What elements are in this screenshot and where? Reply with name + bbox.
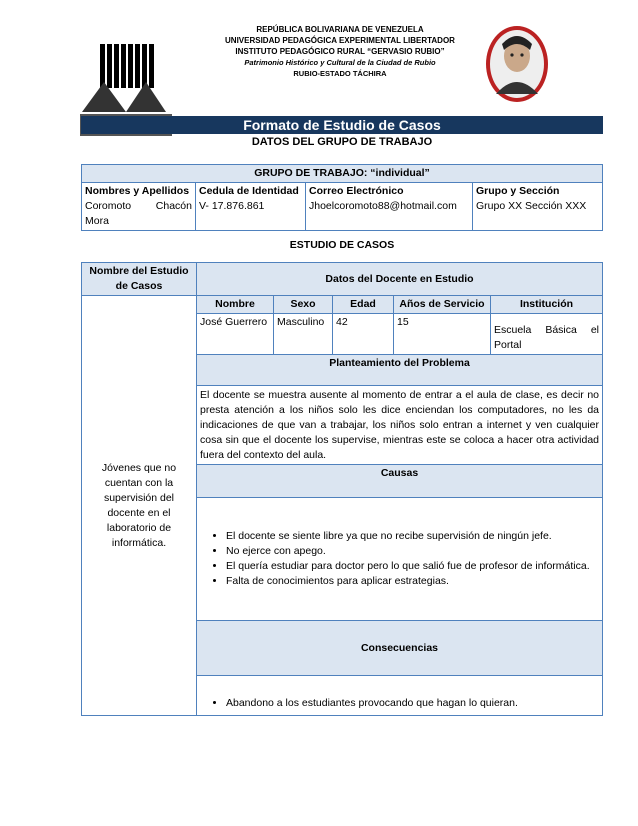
teacher-name: José Guerrero <box>197 314 274 355</box>
group-heading: DATOS DEL GRUPO DE TRABAJO <box>251 136 433 148</box>
cause-item: • El docente se siente libre ya que no recibe supervisión de ningún jefe. <box>226 529 599 544</box>
col-name-header: Nombres y Apellidos <box>85 185 190 197</box>
student-email: Jhoelcoromoto88@hotmail.com <box>309 200 457 212</box>
th-institucion: Institución <box>491 296 603 314</box>
case-table <box>81 262 603 716</box>
cause-item: • Falta de conocimientos para aplicar estrategias. <box>226 574 599 589</box>
th-sexo: Sexo <box>274 296 333 314</box>
th-anos: Años de Servicio <box>394 296 491 314</box>
problem-text: El docente se muestra ausente al momento de entrar a el aula de clase, es decir no presta atención a los niños solo les dice enciendan los computadores, no les da indicaciones de que van a trabajar, los niños solo entran a internet y ven cualquier cosa sin que el docente los supervise, mientras este se coloca a hacer otra actividad fuera del contexto del aula. <box>197 386 603 465</box>
group-cell-group <box>473 183 603 231</box>
portrait-seal <box>484 24 550 104</box>
causes-title: Causas <box>197 465 603 498</box>
consequence-item: • Abandono a los estudiantes provocando que hagan lo quieran. <box>226 696 599 711</box>
causes-list <box>200 529 599 589</box>
case-name-header: Nombre del Estudio de Casos <box>82 263 197 296</box>
cause-item: • No ejerce con apego. <box>226 544 599 559</box>
case-heading: ESTUDIO DE CASOS <box>289 239 395 251</box>
case-name: Jóvenes que no cuentan con la supervisión del docente en el laboratorio de informática. <box>82 296 197 716</box>
header-line-4: Patrimonio Histórico y Cultural de la Ciudad de Rubio <box>244 58 436 67</box>
group-cell-name <box>82 183 196 231</box>
teacher-age: 42 <box>333 314 394 355</box>
header-line-1: REPÚBLICA BOLIVARIANA DE VENEZUELA <box>256 25 424 34</box>
group-table <box>81 164 603 231</box>
banner-title: Formato de Estudio de Casos <box>243 117 441 133</box>
col-group-header: Grupo y Sección <box>476 185 560 197</box>
student-group: Grupo XX Sección XXX <box>476 200 587 212</box>
group-cell-id <box>196 183 306 231</box>
th-nombre: Nombre <box>197 296 274 314</box>
student-id: V- 17.876.861 <box>199 200 265 212</box>
problem-title: Planteamiento del Problema <box>197 355 603 386</box>
header-line-5: RUBIO-ESTADO TÁCHIRA <box>293 69 387 78</box>
consequences-cell <box>197 676 603 716</box>
consequences-title: Consecuencias <box>197 621 603 676</box>
th-edad: Edad <box>333 296 394 314</box>
teacher-years: 15 <box>394 314 491 355</box>
cause-item: • El quería estudiar para doctor pero lo que salió fue de profesor de informática. <box>226 559 599 574</box>
student-name: Coromoto Chacón Mora <box>85 200 192 227</box>
col-email-header: Correo Electrónico <box>309 185 404 197</box>
consequences-list <box>200 696 599 711</box>
teacher-sex: Masculino <box>274 314 333 355</box>
header-line-3: INSTITUTO PEDAGÓGICO RURAL “GERVASIO RUBIO” <box>235 47 445 56</box>
teacher-institution: Escuela Básica el Portal <box>491 314 603 355</box>
col-id-header: Cedula de Identidad <box>199 185 299 197</box>
causes-cell <box>197 498 603 621</box>
group-cell-email <box>306 183 473 231</box>
teacher-data-header: Datos del Docente en Estudio <box>197 263 603 296</box>
header-line-2: UNIVERSIDAD PEDAGÓGICA EXPERIMENTAL LIBERTADOR <box>225 36 455 45</box>
group-table-title: GRUPO DE TRABAJO: “individual” <box>82 165 603 183</box>
title-banner <box>81 116 603 134</box>
